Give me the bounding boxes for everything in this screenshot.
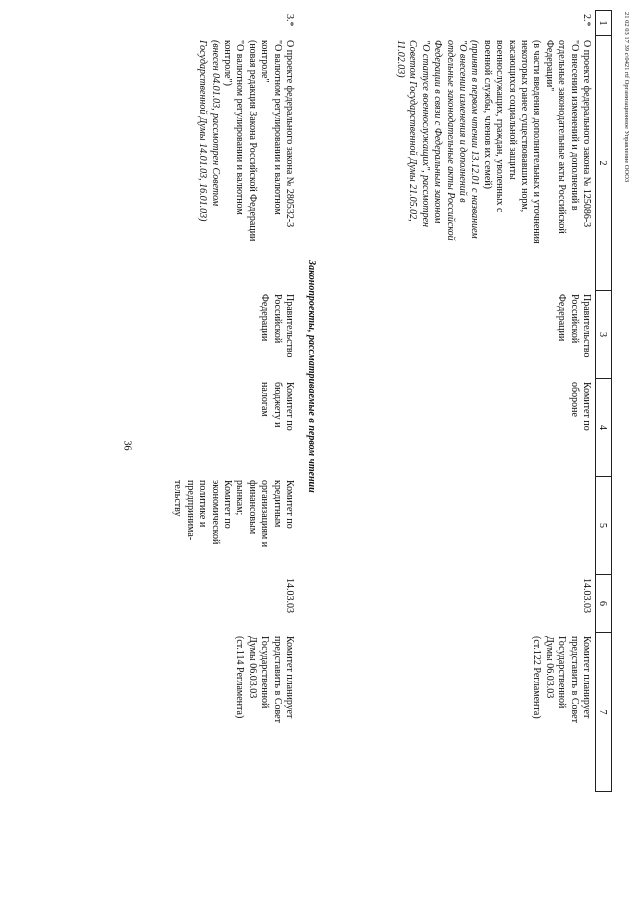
title-line: контроле") xyxy=(221,40,233,86)
note-line: (ст.114 Регламента) xyxy=(234,636,246,719)
column-header-4: 4 xyxy=(595,378,612,476)
title-line: Федерации" xyxy=(543,40,555,92)
column-header-7: 7 xyxy=(595,632,612,792)
initiator-line: Российской xyxy=(271,294,283,344)
note xyxy=(233,636,295,792)
agenda-table xyxy=(32,10,612,890)
note-line: представить в Совет xyxy=(271,636,283,723)
initiator-line: Правительство xyxy=(284,294,295,358)
co-committee-line: предпринима- xyxy=(184,480,196,541)
page-number: 36 xyxy=(121,440,133,451)
committee-line: Комитет по xyxy=(284,382,295,431)
row-number: 2.* xyxy=(581,14,592,27)
co-committee-line: политике и xyxy=(197,480,209,528)
title-line: "О валютном регулировании и валютном xyxy=(271,40,283,215)
title-line: "О валютном регулировании и валютном xyxy=(234,40,246,215)
title-line: контроле" xyxy=(259,40,271,83)
initiator xyxy=(555,294,592,378)
responsible-committee xyxy=(567,382,592,474)
title-line: (в части введения дополнительных и уточнения xyxy=(531,40,543,244)
title-line: некоторых ранее существовавших норм, xyxy=(518,40,530,213)
title-line: Федерации в связи с Федеральным законом xyxy=(432,40,444,224)
section-title: Законопроекты, рассматриваемые в первом чтении xyxy=(306,260,317,493)
co-executor-committees xyxy=(171,480,295,574)
co-committee-line: тельству xyxy=(172,480,184,517)
title-line: 11.02.03) xyxy=(394,40,406,78)
title-line: касающихся социальной защиты xyxy=(506,40,518,180)
co-committee-line: рынкам; xyxy=(234,480,246,516)
co-committee-line: Комитет по xyxy=(221,480,233,529)
title-line: "О внесении изменений и дополнений в xyxy=(568,40,580,211)
co-committee-line: кредитным xyxy=(271,480,283,528)
title-line: (внесен 04.01.03, рассмотрен Советом xyxy=(209,40,221,207)
title-line: О проекте федерального закона № 125086-3 xyxy=(581,40,592,228)
column-header-3: 3 xyxy=(595,290,612,378)
title-line: военнослужащих, граждан, уволенных с xyxy=(494,40,506,213)
title-line: Государственной Думы 14.01.03, 16.01.03) xyxy=(197,40,209,222)
date: 14.03.03 xyxy=(284,578,295,613)
responsible-committee xyxy=(258,382,295,474)
title-line: О проекте федерального закона № 280532-3 xyxy=(284,40,295,228)
date: 14.03.03 xyxy=(581,578,592,613)
co-committee-line: Комитет по xyxy=(284,480,295,529)
committee-line: обороне xyxy=(568,382,580,417)
title-line: Советом Государственной Думы 21.05.02, xyxy=(407,40,419,222)
note-line: Государственной xyxy=(556,636,568,709)
note-line: Комитет планирует xyxy=(284,636,295,719)
title-line: "О внесении изменения и дополнений в xyxy=(456,40,468,203)
co-committee-line: организациям и xyxy=(259,480,271,548)
initiator-line: Правительство xyxy=(581,294,592,358)
note-line: (ст.122 Регламента) xyxy=(531,636,543,719)
column-header-6: 6 xyxy=(595,574,612,632)
note xyxy=(530,636,592,792)
bill-title xyxy=(196,40,295,288)
note-line: Думы 06.03.03 xyxy=(543,636,555,699)
column-header-5: 5 xyxy=(595,476,612,574)
footer-print-line: 21 02 03 17 39 с\0421 rtf Организационное Управление ООО3 xyxy=(623,12,630,183)
title-line: (новая редакция Закона Российской Федерации xyxy=(246,40,258,242)
title-line: (принят в первом чтении 13.12.01 с названием xyxy=(469,40,481,239)
title-line: отдельные законодательные акты Российской xyxy=(556,40,568,234)
note-line: Государственной xyxy=(259,636,271,709)
title-line: отдельные законодательные акты Российской xyxy=(444,40,456,241)
co-committee-line: экономической xyxy=(209,480,221,545)
column-header-2: 2 xyxy=(595,35,612,290)
initiator-line: Федерации xyxy=(556,294,568,342)
title-line: военной службы, членов их семей) xyxy=(481,40,493,189)
title-line: "О статусе военнослужащих", рассмотрен xyxy=(419,40,431,228)
initiator-line: Федерации xyxy=(259,294,271,342)
note-line: Комитет планирует xyxy=(581,636,592,719)
committee-line: Комитет по xyxy=(581,382,592,431)
note-line: Думы 06.03.03 xyxy=(246,636,258,699)
committee-line: бюджету и xyxy=(271,382,283,428)
co-committee-line: финансовым xyxy=(246,480,258,535)
initiator-line: Российской xyxy=(568,294,580,344)
column-header-1: 1 xyxy=(595,10,612,35)
committee-line: налогам xyxy=(259,382,271,417)
initiator xyxy=(258,294,295,378)
row-number: 3.* xyxy=(284,14,295,27)
note-line: представить в Совет xyxy=(568,636,580,723)
bill-title xyxy=(394,40,593,288)
